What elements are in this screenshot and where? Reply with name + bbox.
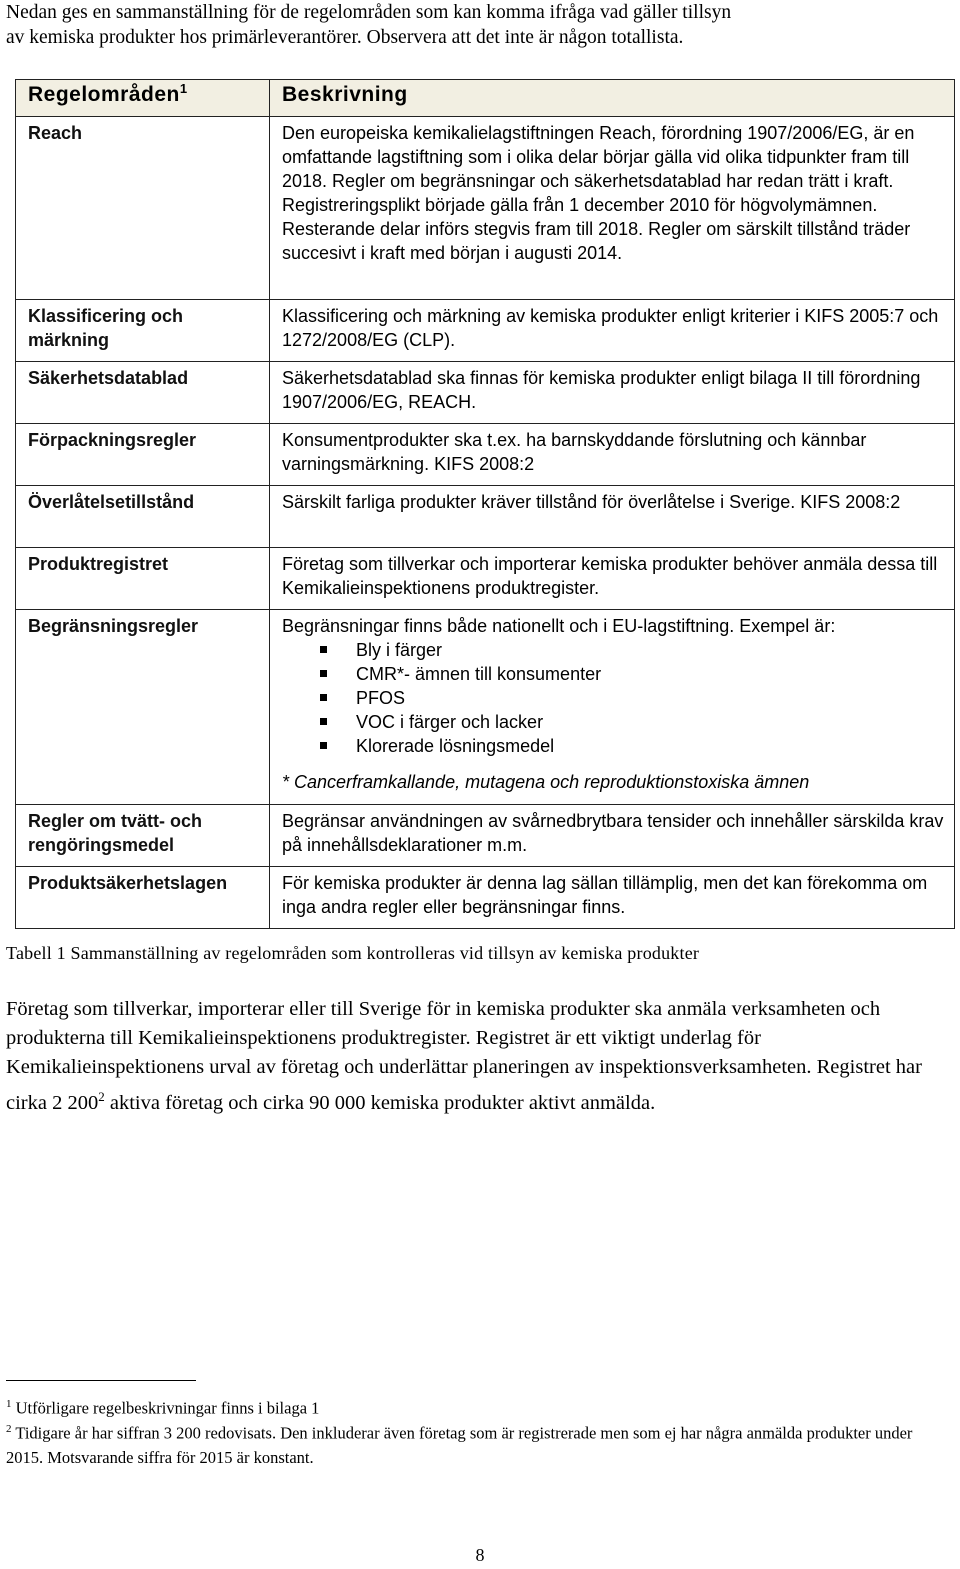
row-description: Den europeiska kemikalielagstiftningen Reach, förordning 1907/2006/EG, är en omfattande lagstiftning som i olika delar börjar gälla vid olika tidpunkter fram till 2018. Regler om begränsningar och säkerhetsdatablad har redan trätt i kraft. Registreringsplikt började gälla från 1 december 2010 för högvolymämnen. Resterande delar införs stegvis fram till 2018. Regler om särskilt tillstånd träder succesivt i kraft med början i augusti 2014. bbox=[270, 117, 955, 300]
row-area: Klassificering och märkning bbox=[16, 300, 270, 362]
footnote-ref-2: 2 bbox=[98, 1089, 105, 1104]
row-description: Säkerhetsdatablad ska finnas för kemiska produkter enligt bilaga II till förordning 1907/2006/EG, REACH. bbox=[270, 362, 955, 424]
footnote-text: Utförligare regelbeskrivningar finns i bilaga 1 bbox=[11, 1398, 320, 1418]
header-beskrivning: Beskrivning bbox=[270, 80, 955, 117]
table-row bbox=[16, 867, 955, 929]
row-description: Begränsar användningen av svårnedbrytbara tensider och innehåller särskilda krav på innehållsdeklarationer m.m. bbox=[270, 805, 955, 867]
regulation-table bbox=[15, 79, 955, 929]
header-regelomraden: Regelområden$^1$ bbox=[16, 80, 270, 117]
row-description: Klassificering och märkning av kemiska produkter enligt kriterier i KIFS 2005:7 och 1272/2008/EG (CLP). bbox=[270, 300, 955, 362]
row-description-with-list bbox=[270, 610, 955, 805]
footnote-number: 2 bbox=[6, 1423, 12, 1435]
footnote-text: Tidigare år har siffran 3 200 redovisats. Den inkluderar även företag som är registrerade men som ej har några anmälda produkter under 2015. Motsvarande siffra för 2015 är konstant. bbox=[6, 1423, 913, 1467]
list-item: Bly i färger bbox=[320, 638, 946, 662]
restriction-list bbox=[282, 638, 946, 758]
header-footnote-ref: 1 bbox=[179, 81, 188, 96]
table-row bbox=[16, 117, 955, 300]
list-item: PFOS bbox=[320, 686, 946, 710]
row-area: Överlåtelsetillstånd bbox=[16, 486, 270, 548]
body-paragraph bbox=[6, 995, 951, 1118]
row-area: Förpackningsregler bbox=[16, 424, 270, 486]
page-number: 8 bbox=[475, 1545, 485, 1565]
row-area: Begränsningsregler bbox=[16, 610, 270, 805]
row-area: Produktsäkerhetslagen bbox=[16, 867, 270, 929]
row-area: Produktregistret bbox=[16, 548, 270, 610]
table-caption: Tabell 1 Sammanställning av regelområden som kontrolleras vid tillsyn av kemiska produkter bbox=[6, 943, 700, 963]
paragraph-text-1: Företag som tillverkar, importerar eller till Sverige för in kemiska produkter ska anmäla verksamheten och produkterna till Kemikalieinspektionens produktregister. Registret är ett viktigt underlag för Kemikalieinspektionens urval av företag och underlättar planeringen av inspektionsverksamheten. Registret har cirka 2 200 bbox=[6, 998, 922, 1114]
list-item: CMR*- ämnen till konsumenter bbox=[320, 662, 946, 686]
row-description: Begränsningar finns både nationellt och i EU-lagstiftning. Exempel är: bbox=[282, 616, 836, 636]
cmr-note: * Cancerframkallande, mutagena och reproduktionstoxiska ämnen bbox=[282, 772, 810, 792]
footnote-separator bbox=[6, 1380, 196, 1381]
table-row bbox=[16, 548, 955, 610]
row-description: Särskilt farliga produkter kräver tillstånd för överlåtelse i Sverige. KIFS 2008:2 bbox=[270, 486, 955, 548]
row-description: För kemiska produkter är denna lag sällan tillämplig, men det kan förekomma om inga andra regler eller begränsningar finns. bbox=[270, 867, 955, 929]
row-description: Företag som tillverkar och importerar kemiska produkter behöver anmäla dessa till Kemikalieinspektionens produktregister. bbox=[270, 548, 955, 610]
table-header-row bbox=[16, 80, 955, 117]
table-row bbox=[16, 424, 955, 486]
row-area: Reach bbox=[16, 117, 270, 300]
table-row bbox=[16, 300, 955, 362]
table-row bbox=[16, 805, 955, 867]
row-area: Regler om tvätt- och rengöringsmedel bbox=[16, 805, 270, 867]
table-row bbox=[16, 486, 955, 548]
list-item: Klorerade lösningsmedel bbox=[320, 734, 946, 758]
paragraph-text-2: aktiva företag och cirka 90 000 kemiska produkter aktivt anmälda. bbox=[104, 1091, 656, 1114]
footnote-number: 1 bbox=[6, 1398, 12, 1410]
intro-line-1: Nedan ges en sammanställning för de regelområden som kan komma ifråga vad gäller tillsyn bbox=[6, 2, 732, 23]
footnote-2 bbox=[6, 1417, 951, 1470]
intro-line-2: av kemiska produkter hos primärleverantörer. Observera att det inte är någon totallista. bbox=[6, 27, 684, 48]
intro-text bbox=[6, 0, 951, 50]
table-row bbox=[16, 610, 955, 805]
table-row bbox=[16, 362, 955, 424]
row-description: Konsumentprodukter ska t.ex. ha barnskyddande förslutning och kännbar varningsmärkning. KIFS 2008:2 bbox=[270, 424, 955, 486]
row-area: Säkerhetsdatablad bbox=[16, 362, 270, 424]
list-item: VOC i färger och lacker bbox=[320, 710, 946, 734]
